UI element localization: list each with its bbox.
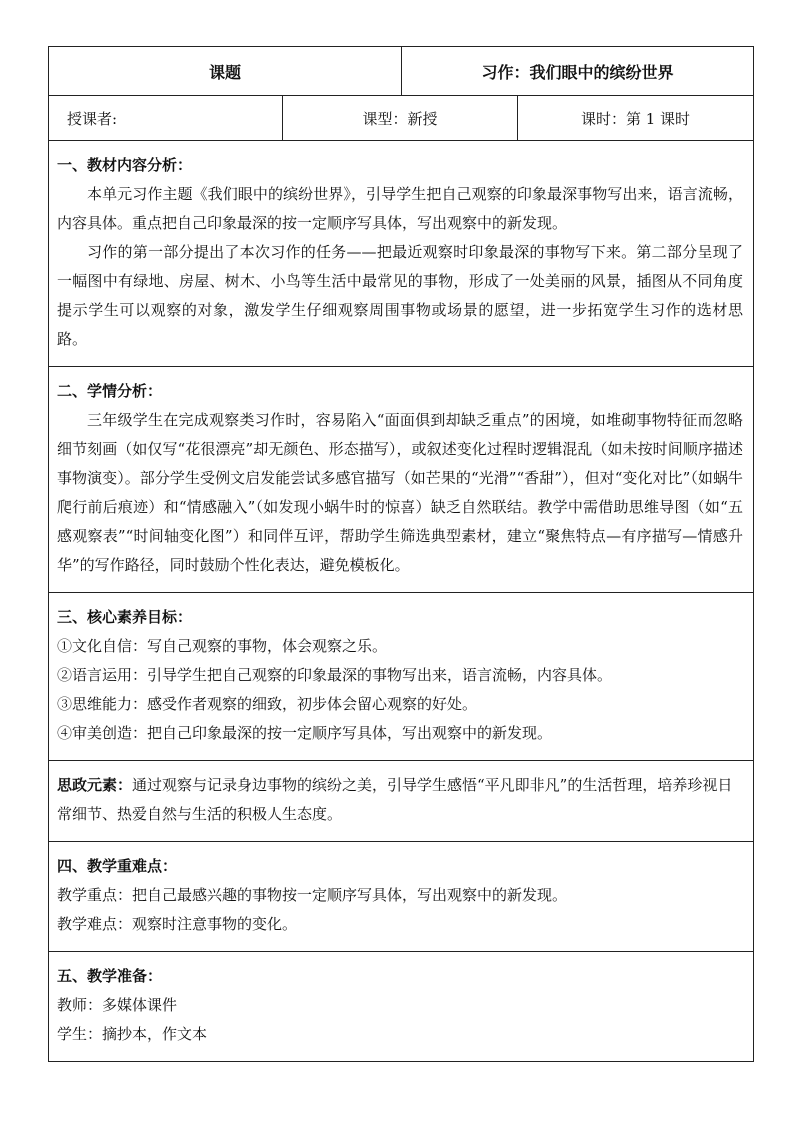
section-title: 五、教学准备： xyxy=(57,967,163,985)
ideology-text: 通过观察与记录身边事物的缤纷之美，引导学生感悟“平凡即非凡”的生活哲理，培养珍视日常细节、热爱自然与生活的积极人生态度。 xyxy=(57,776,733,823)
goal-item: ①文化自信：写自己观察的事物，体会观察之乐。 xyxy=(57,637,388,655)
meta-row xyxy=(49,96,753,141)
section-student-analysis xyxy=(49,367,753,593)
section-key-points xyxy=(49,842,753,952)
paragraph: 习作的第一部分提出了本次习作的任务——把最近观察时印象最深的事物写下来。第二部分呈现了一幅图中有绿地、房屋、树木、小鸟等生活中最常见的事物，形成了一处美丽的风景，插图从不同角度提示学生可以观察的对象，激发学生仔细观察周围事物或场景的愿望，进一步拓宽学生习作的选材思路。 xyxy=(57,243,743,348)
section-ideology xyxy=(49,761,753,842)
goal-item: ④审美创造：把自己印象最深的按一定顺序写具体，写出观察中的新发现。 xyxy=(57,724,553,742)
section-title: 二、学情分析： xyxy=(57,382,163,400)
student-prep: 学生：摘抄本，作文本 xyxy=(57,1025,208,1043)
section-title: 一、教材内容分析： xyxy=(57,156,193,174)
paragraph: 本单元习作主题《我们眼中的缤纷世界》，引导学生把自己观察的印象最深事物写出来，语言流畅，内容具体。重点把自己印象最深的按一定顺序写具体，写出观察中的新发现。 xyxy=(57,185,743,232)
section-core-goals xyxy=(49,593,753,761)
lesson-type-cell: 课型：新授 xyxy=(283,96,518,140)
goal-item: ③思维能力：感受作者观察的细致，初步体会留心观察的好处。 xyxy=(57,695,478,713)
section-preparation xyxy=(49,952,753,1061)
teaching-difficulty: 教学难点：观察时注意事物的变化。 xyxy=(57,915,298,933)
teacher-cell: 授课者: xyxy=(49,96,283,140)
section-title: 三、核心素养目标： xyxy=(57,608,193,626)
header-row xyxy=(49,47,753,96)
lesson-plan-table xyxy=(48,46,754,1062)
ideology-paragraph xyxy=(57,771,743,829)
topic-label: 课题 xyxy=(49,47,402,95)
section-textbook-analysis xyxy=(49,141,753,367)
section-title: 四、教学重难点： xyxy=(57,857,178,875)
teacher-prep: 教师：多媒体课件 xyxy=(57,996,178,1014)
section-title: 思政元素： xyxy=(57,776,133,794)
paragraph: 三年级学生在完成观察类习作时，容易陷入“面面俱到却缺乏重点”的困境，如堆砌事物特征而忽略细节刻画（如仅写“花很漂亮”却无颜色、形态描写），或叙述变化过程时逻辑混乱（如未按时间顺序描述事物演变）。部分学生受例文启发能尝试多感官描写（如芒果的“光滑”“香甜”），但对“变化对比”（如蜗牛爬行前后痕迹）和“情感融入”（如发现小蜗牛时的惊喜）缺乏自然联结。教学中需借助思维导图（如“五感观察表”“时间轴变化图”）和同伴互评，帮助学生筛选典型素材，建立“聚焦特点—有序描写—情感升华”的写作路径，同时鼓励个性化表达，避免模板化。 xyxy=(57,411,743,574)
topic-value: 习作：我们眼中的缤纷世界 xyxy=(481,62,674,82)
teaching-focus: 教学重点：把自己最感兴趣的事物按一定顺序写具体，写出观察中的新发现。 xyxy=(57,886,568,904)
goal-item: ②语言运用：引导学生把自己观察的印象最深的事物写出来，语言流畅，内容具体。 xyxy=(57,666,613,684)
lesson-hours-cell: 课时：第 1 课时 xyxy=(580,109,691,128)
